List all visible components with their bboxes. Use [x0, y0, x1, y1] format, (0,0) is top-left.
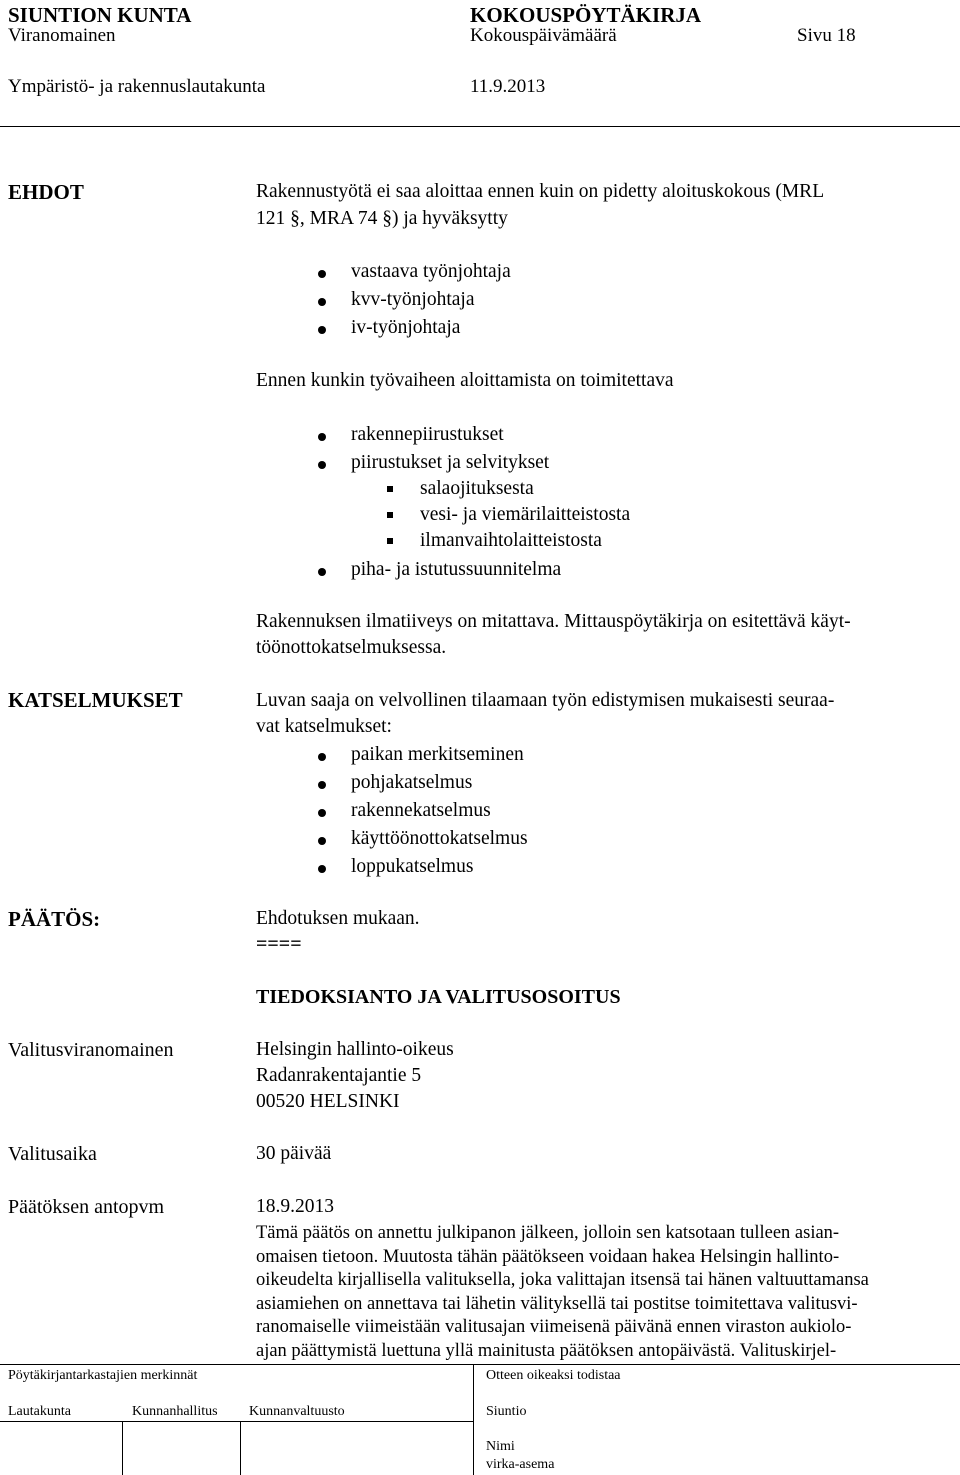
appeal-authority-city: 00520 HELSINKI	[256, 1091, 400, 1112]
square-bullet-icon	[387, 486, 393, 492]
list-item: pohjakatselmus	[351, 772, 473, 793]
footer-place: Siuntio	[486, 1404, 527, 1419]
footer-col-lautakunta: Lautakunta	[8, 1404, 71, 1419]
footer-cell-divider	[122, 1421, 123, 1475]
paragraph-line: ranomaiselle viimeistään valitusajan viimeisenä päivänä ennen viraston aukiolo-	[256, 1317, 852, 1337]
bullet-icon	[318, 865, 326, 873]
decision-date-label: Päätöksen antopvm	[8, 1196, 165, 1218]
ehdot-intro-line2: 121 §, MRA 74 §) ja hyväksytty	[256, 208, 508, 229]
appeal-time-label: Valitusaika	[8, 1143, 97, 1165]
authority-name: Ympäristö- ja rakennuslautakunta	[8, 76, 266, 97]
bullet-icon	[318, 433, 326, 441]
appeal-authority-street: Radanrakentajantie 5	[256, 1065, 422, 1086]
square-bullet-icon	[387, 512, 393, 518]
sublist-item: salaojituksesta	[420, 478, 534, 499]
section-label-katselmukset: KATSELMUKSET	[8, 688, 183, 712]
sublist-item: vesi- ja viemärilaitteistosta	[420, 504, 631, 525]
municipality-name: SIUNTION KUNTA	[8, 3, 192, 27]
decision-text: Ehdotuksen mukaan.	[256, 908, 420, 929]
initials-label: Pöytäkirjantarkastajien merkinnät	[8, 1368, 198, 1383]
appeal-paragraph	[256, 1222, 956, 1363]
bullet-icon	[318, 781, 326, 789]
appeal-authority-name: Helsingin hallinto-oikeus	[256, 1039, 454, 1060]
appeal-authority-label: Valitusviranomainen	[8, 1039, 174, 1061]
paragraph-line: asiamiehen on annettava tai lähetin välityksellä tai postitse toimitettava valitusvi-	[256, 1293, 858, 1314]
katselmukset-intro-line1: Luvan saaja on velvollinen tilaamaan työn edistymisen mukaisesti seuraa-	[256, 690, 835, 711]
list-item: loppukatselmus	[351, 856, 474, 877]
footer-position-label: virka-asema	[486, 1457, 555, 1472]
list-item: vastaava työnjohtaja	[351, 261, 511, 282]
decision-date-value: 18.9.2013	[256, 1196, 334, 1217]
square-bullet-icon	[387, 538, 393, 544]
list-item: piha- ja istutussuunnitelma	[351, 559, 562, 580]
authority-label: Viranomainen	[8, 25, 116, 46]
bullet-icon	[318, 568, 326, 576]
list-item: piirustukset ja selvitykset	[351, 452, 550, 473]
meeting-date: 11.9.2013	[470, 76, 546, 97]
footer-col-kunnanvaltuusto: Kunnanvaltuusto	[249, 1404, 345, 1419]
sublist-item: ilmanvaihtolaitteistosta	[420, 530, 602, 551]
section-label-paatos: PÄÄTÖS:	[8, 907, 101, 931]
notice-title: TIEDOKSIANTO JA VALITUSOSOITUS	[256, 986, 621, 1008]
list-item: iv-työnjohtaja	[351, 317, 461, 338]
bullet-icon	[318, 837, 326, 845]
footer-col-kunnanhallitus: Kunnanhallitus	[132, 1404, 218, 1419]
airtightness-line2: töönottokatselmuksessa.	[256, 637, 447, 658]
list-item: käyttöönottokatselmus	[351, 828, 528, 849]
footer-divider-top	[0, 1364, 960, 1365]
bullet-icon	[318, 809, 326, 817]
appeal-time-value: 30 päivää	[256, 1143, 332, 1164]
bullet-icon	[318, 298, 326, 306]
list-item: rakennekatselmus	[351, 800, 491, 821]
document-type: KOKOUSPÖYTÄKIRJA	[470, 3, 702, 27]
paragraph-line: omaisen tietoon. Muutosta tähän päätökseen voidaan hakea Helsingin hallinto-	[256, 1246, 840, 1267]
decision-separator: ====	[256, 933, 302, 955]
copy-certify-label: Otteen oikeaksi todistaa	[486, 1368, 621, 1383]
page-number: Sivu 18	[797, 25, 856, 46]
paragraph-line: ajan päättymistä luettuna yllä mainitusta päätöksen antopäivästä. Valituskirjel-	[256, 1340, 837, 1361]
list-item: rakennepiirustukset	[351, 424, 504, 445]
airtightness-line1: Rakennuksen ilmatiiveys on mitattava. Mittauspöytäkirja on esitettävä käyt-	[256, 611, 851, 632]
before-work-text: Ennen kunkin työvaiheen aloittamista on toimitettava	[256, 370, 674, 391]
paragraph-line: oikeudelta kirjallisella valituksella, joka valittajan itsensä tai hänen valtuuttamansa	[256, 1270, 869, 1290]
meeting-date-label: Kokouspäivämäärä	[470, 25, 617, 46]
bullet-icon	[318, 753, 326, 761]
bullet-icon	[318, 461, 326, 469]
bullet-icon	[318, 270, 326, 278]
bullet-icon	[318, 326, 326, 334]
footer-column-divider	[473, 1364, 474, 1475]
list-item: kvv-työnjohtaja	[351, 289, 475, 310]
footer-cell-divider	[240, 1421, 241, 1475]
list-item: paikan merkitseminen	[351, 744, 524, 765]
katselmukset-intro-line2: vat katselmukset:	[256, 716, 392, 737]
footer-divider-mid	[0, 1421, 473, 1422]
section-label-ehdot: EHDOT	[8, 180, 84, 204]
paragraph-line: Tämä päätös on annettu julkipanon jälkeen, jolloin sen katsotaan tulleen asian-	[256, 1223, 840, 1243]
ehdot-intro-line1: Rakennustyötä ei saa aloittaa ennen kuin on pidetty aloituskokous (MRL	[256, 181, 825, 202]
footer-name-label: Nimi	[486, 1439, 515, 1454]
header-divider	[0, 126, 960, 127]
